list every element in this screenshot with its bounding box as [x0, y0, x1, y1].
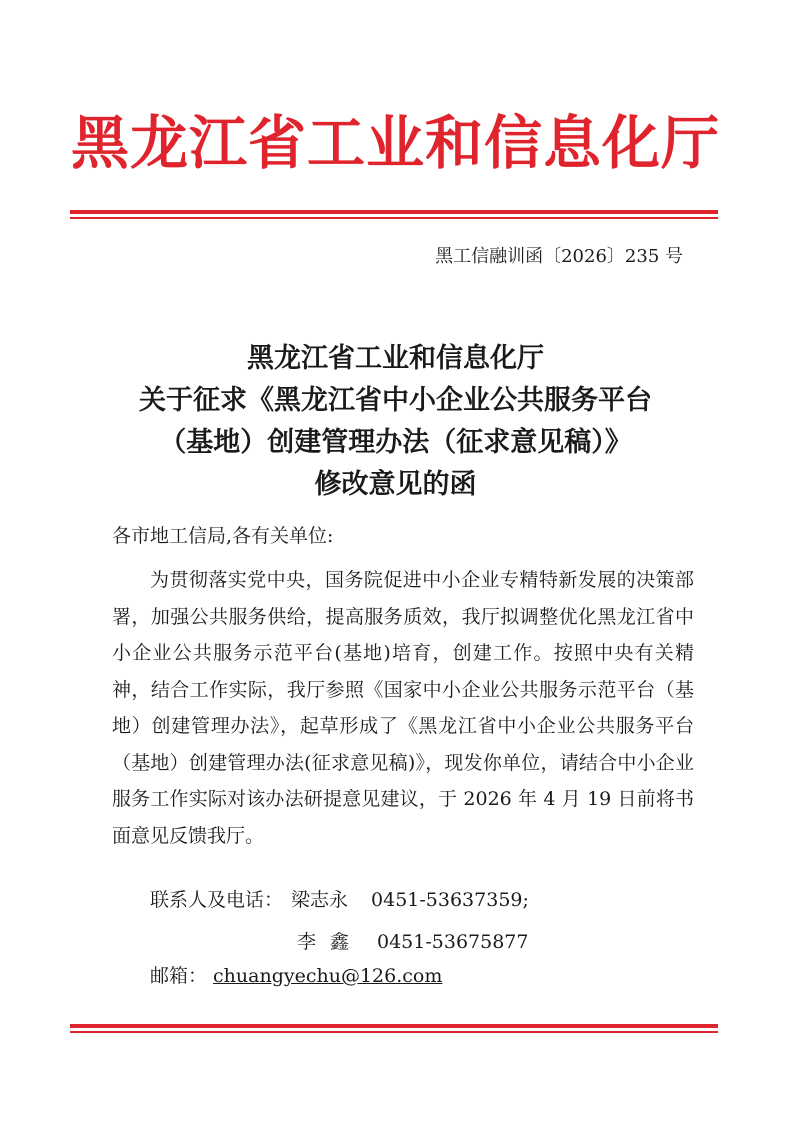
rule-thin-line [70, 217, 718, 219]
email-line [150, 960, 442, 992]
contact-name-2: 李鑫 [297, 931, 364, 953]
footer-red-rule [70, 1024, 718, 1033]
contact-phone-2: 0451-53675877 [377, 931, 529, 953]
letterhead-org-name: 黑龙江省工业和信息化厅 [70, 109, 720, 177]
title-line-1: 黑龙江省工业和信息化厅 [247, 343, 544, 374]
contact-label: 联系人及电话： [150, 889, 284, 911]
letterhead-red-rule [70, 210, 718, 219]
rule-thick-line [70, 210, 718, 214]
title-line-3: （基地）创建管理办法（征求意见稿）》 [159, 427, 632, 458]
document-number: 黑工信融训函〔2026〕235 号 [435, 246, 683, 267]
title-line-2: 关于征求《黑龙江省中小企业公共服务平台 [139, 385, 652, 416]
email-address-link[interactable]: chuangyechu@126.com [213, 965, 443, 987]
contact-phone-1: 0451-53637359; [371, 889, 529, 911]
footer-rule-thin-line [70, 1031, 718, 1033]
email-label: 邮箱： [150, 965, 208, 987]
salutation: 各市地工信局,各有关单位: [112, 525, 334, 547]
contact-row-1 [150, 882, 529, 924]
contact-block [150, 882, 529, 966]
title-line-4: 修改意见的函 [314, 469, 477, 500]
contact-name-1: 梁志永 [291, 889, 349, 911]
document-title [40, 338, 751, 506]
footer-rule-thick-line [70, 1024, 718, 1028]
body-paragraph: 为贯彻落实党中央，国务院促进中小企业专精特新发展的决策部署，加强公共服务供给，提高服务质效，我厅拟调整优化黑龙江省中小企业公共服务示范平台(基地)培育，创建工作。按照中央有关精神，结合工作实际，我厅参照《国家中小企业公共服务示范平台（基地）创建管理办法》，起草形成了《黑龙江省中小企业公共服务平台（基地）创建管理办法(征求意见稿)》，现发你单位，请结合中小企业服务工作实际对该办法研提意见建议，于 2026 年 4 月 19 日前将书面意见反馈我厅。 [112, 569, 694, 847]
